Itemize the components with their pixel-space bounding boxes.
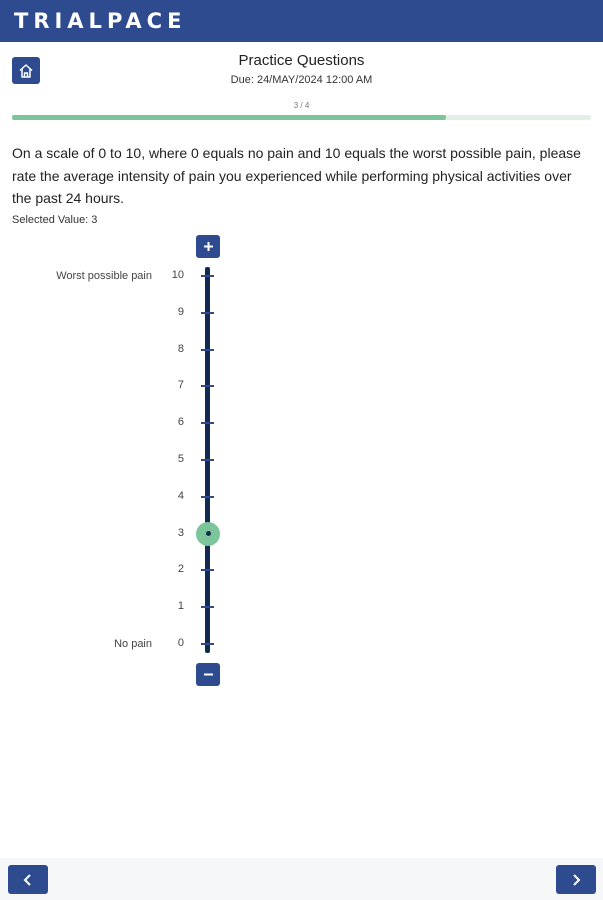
scale-tick <box>201 569 214 571</box>
scale-tick <box>201 385 214 387</box>
scale-tick <box>201 496 214 498</box>
scale-tick <box>201 349 214 351</box>
increase-button[interactable] <box>196 235 220 258</box>
chevron-left-icon <box>22 873 34 887</box>
bottom-bar <box>0 858 603 900</box>
scale-tick-label: 0 <box>177 637 184 649</box>
scale-tick <box>201 275 214 277</box>
chevron-right-icon <box>570 873 582 887</box>
plus-icon <box>203 241 214 252</box>
scale-tick-label: 9 <box>177 305 184 318</box>
scale-tick-label: 3 <box>177 526 184 539</box>
selected-value: Selected Value: 3 <box>12 214 98 226</box>
bottom-anchor-label: No pain <box>114 638 152 650</box>
progress-label: 3 / 4 <box>293 101 310 110</box>
question-text: On a scale of 0 to 10, where 0 equals no pain and 10 equals the worst possible pain, please rate the average intensity of pain you experienced while performing physical activities over the past 24 hours. <box>12 145 581 206</box>
scale-tick-label: 2 <box>177 563 184 576</box>
top-anchor-label: Worst possible pain <box>56 270 152 282</box>
previous-button[interactable] <box>8 865 48 894</box>
scale-tick-label: 10 <box>171 269 184 281</box>
thumb-dot <box>206 531 211 536</box>
page-title: Practice Questions <box>238 52 365 69</box>
scale-tick-label: 7 <box>177 379 184 392</box>
scale-tick <box>201 606 214 608</box>
scale-tick <box>201 643 214 645</box>
scale-tick <box>201 422 214 424</box>
minus-icon <box>203 669 214 680</box>
scale-tick <box>201 312 214 314</box>
slider-thumb[interactable] <box>196 522 220 546</box>
progress-fill <box>12 115 446 120</box>
due-date: Due: 24/MAY/2024 12:00 AM <box>230 74 373 86</box>
scale-tick <box>201 459 214 461</box>
top-bar <box>0 0 603 42</box>
scale-tick-label: 8 <box>177 342 184 355</box>
scale-tick-label: 4 <box>177 489 184 502</box>
next-button[interactable] <box>556 865 596 894</box>
scale-tick-label: 1 <box>177 600 184 613</box>
scale-tick-label: 6 <box>177 416 184 429</box>
trialpace-logo: TRIALPACE <box>14 9 187 33</box>
progress-bar <box>12 115 591 120</box>
scale-tick-label: 5 <box>177 453 184 465</box>
decrease-button[interactable] <box>196 663 220 686</box>
